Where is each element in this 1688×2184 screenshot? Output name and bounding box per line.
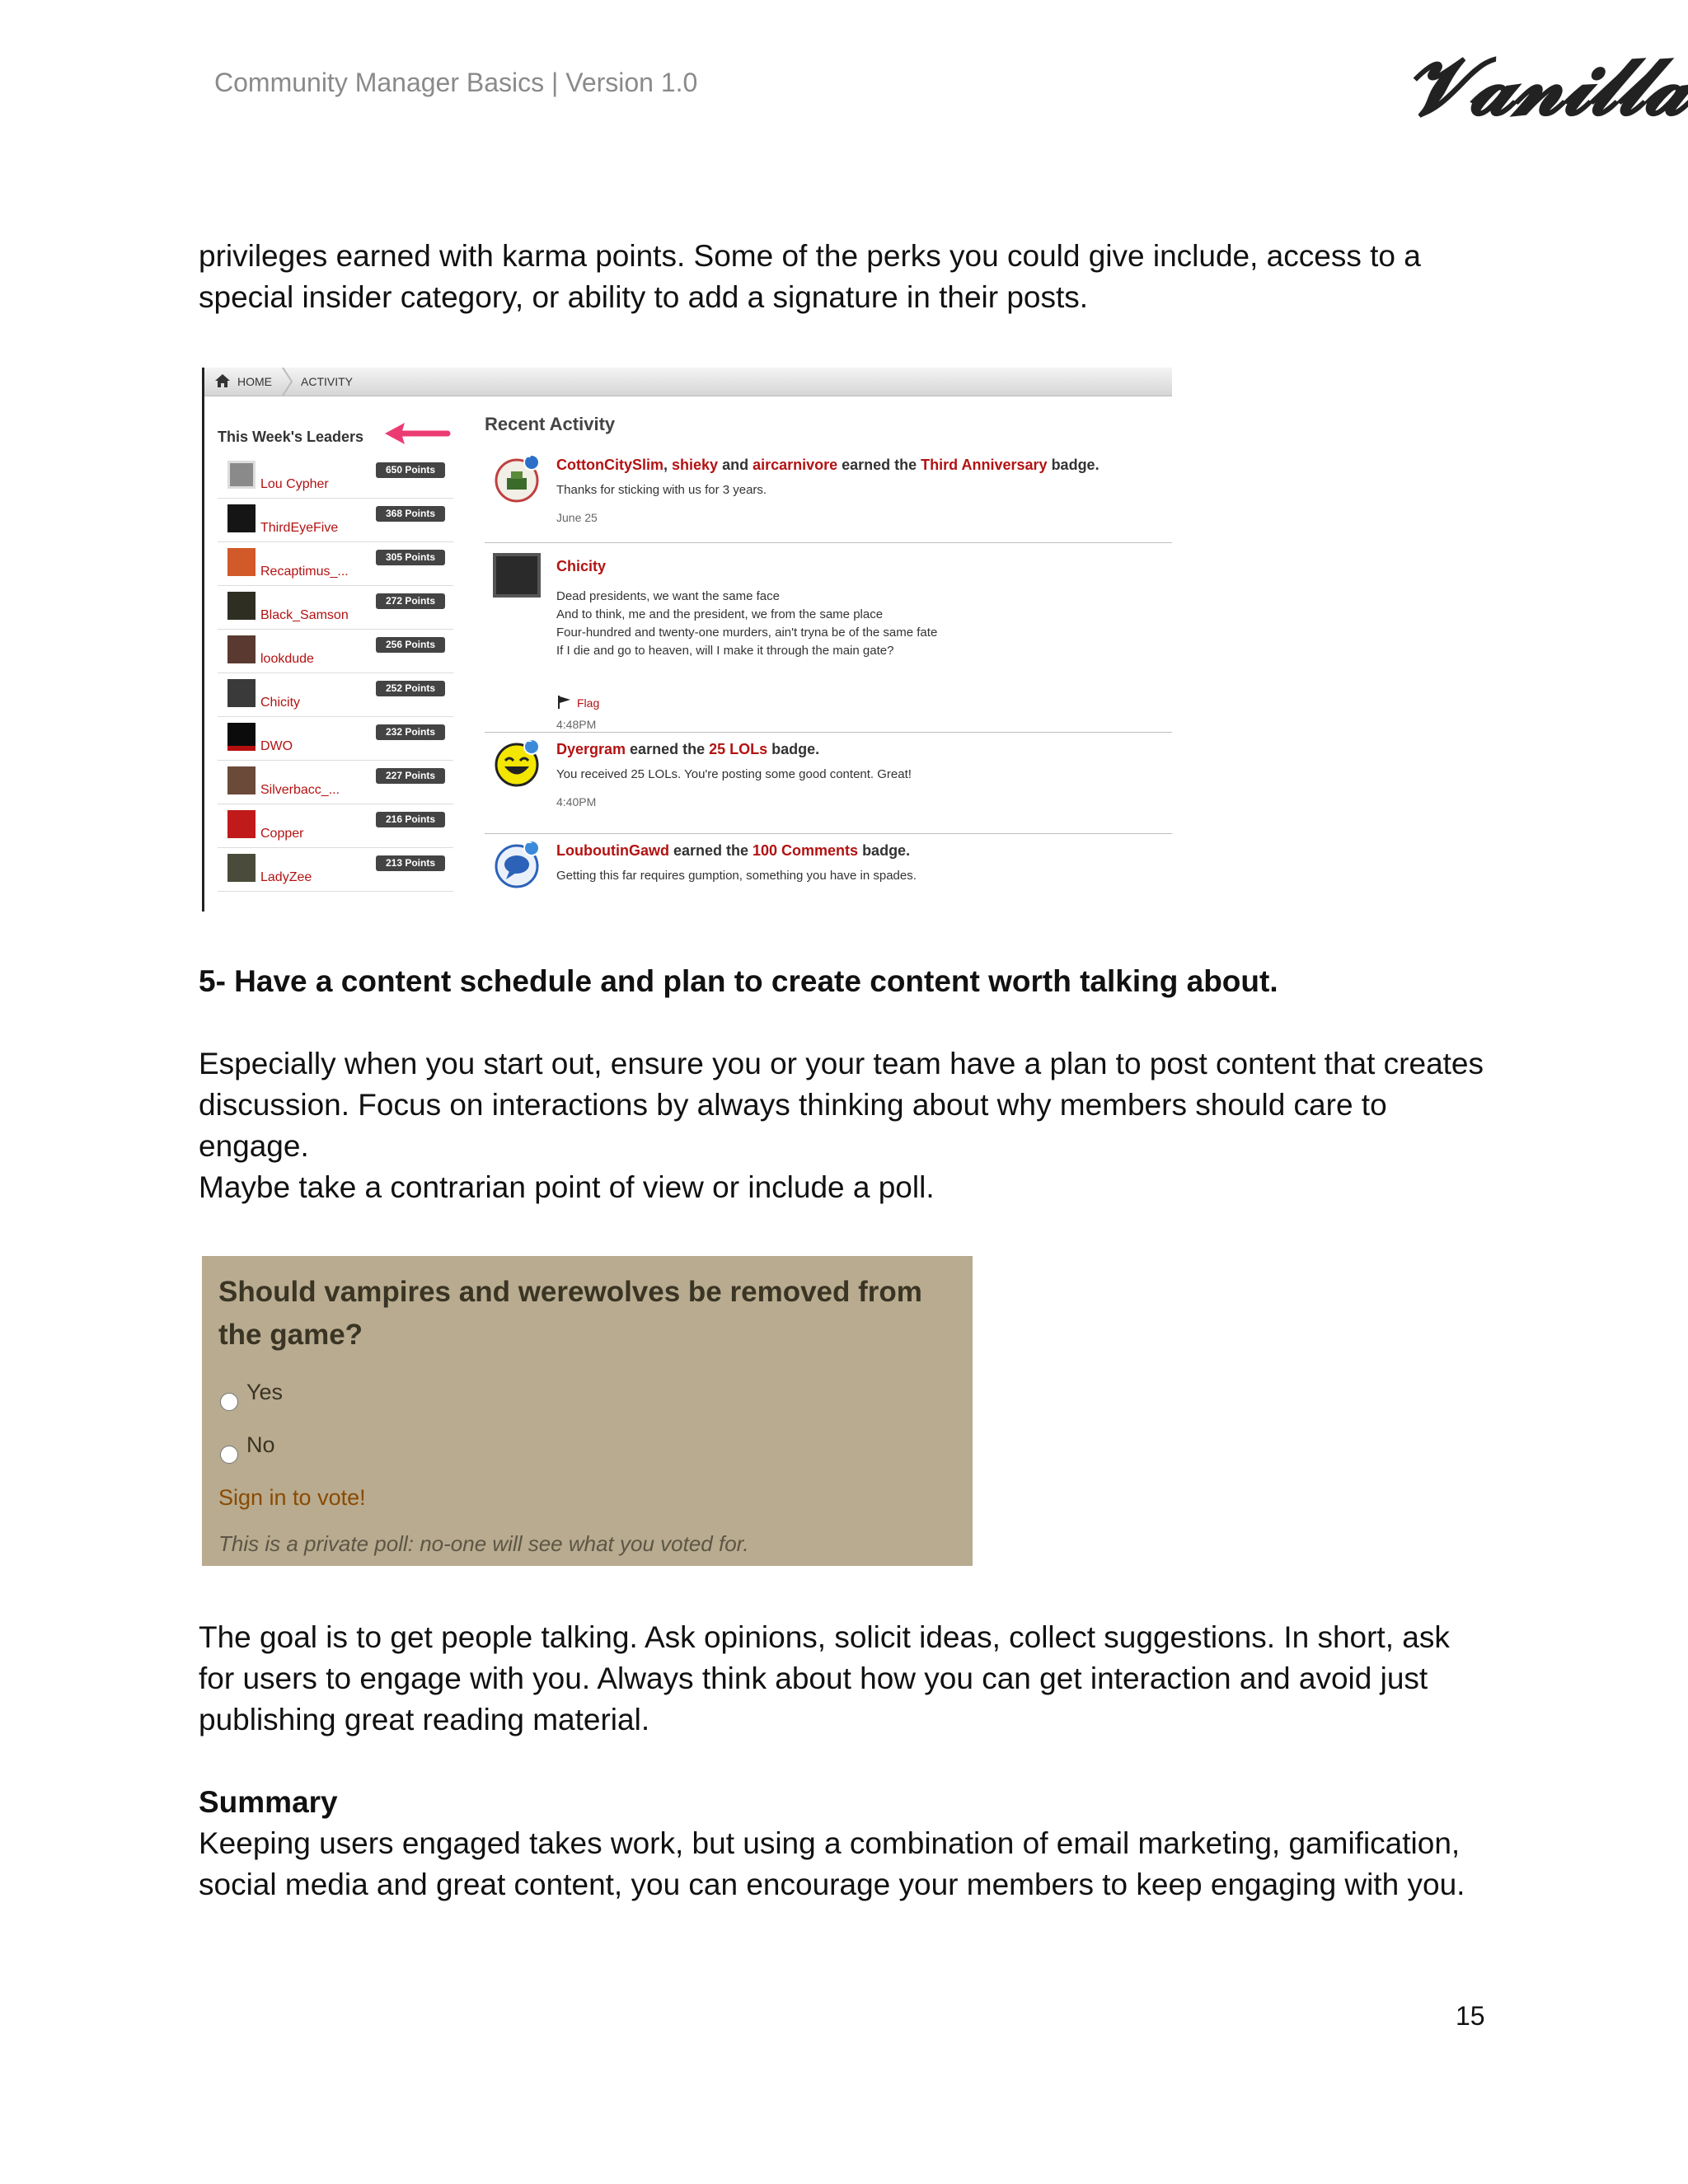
avatar: [493, 553, 541, 598]
avatar: [227, 635, 256, 663]
user-link[interactable]: LouboutinGawd: [556, 842, 669, 859]
avatar: [227, 461, 256, 489]
poll-privacy-note: This is a private poll: no-one will see what you voted for.: [218, 1531, 749, 1556]
leaders-title: This Week's Leaders: [218, 429, 364, 445]
activity-time: 4:48PM: [556, 718, 597, 731]
leader-name[interactable]: DWO: [260, 739, 293, 753]
leader-name[interactable]: lookdude: [260, 652, 314, 666]
flag-link[interactable]: Flag: [577, 696, 600, 710]
points-badge: 368 Points: [376, 506, 445, 522]
leader-row[interactable]: [218, 804, 453, 848]
avatar: [227, 504, 256, 532]
badge-link[interactable]: Third Anniversary: [921, 457, 1048, 473]
user-link[interactable]: Chicity: [556, 558, 607, 574]
document-header: Community Manager Basics | Version 1.0: [214, 68, 698, 97]
leader-name[interactable]: ThirdEyeFive: [260, 521, 339, 535]
activity-screenshot: [202, 368, 1172, 912]
badge-count: 3: [526, 448, 532, 460]
page-number: 15: [1456, 2001, 1485, 2031]
home-icon: [214, 373, 231, 388]
user-link[interactable]: Dyergram: [556, 741, 626, 757]
leader-name[interactable]: Lou Cypher: [260, 477, 329, 491]
vanilla-logo: 𝓥𝓪𝓷𝓲𝓵𝓵𝓪: [1405, 40, 1688, 133]
activity-item: [485, 834, 1172, 912]
paragraph: Especially when you start out, ensure you or your team have a plan to post content that creates discussion. Focus on interactions by always thinking about why members should care to engage.: [199, 1047, 1484, 1163]
breadcrumb-activity[interactable]: ACTIVITY: [301, 375, 354, 388]
badge-link[interactable]: 25 LOLs: [709, 741, 768, 757]
leader-name[interactable]: Recaptimus_...: [260, 565, 349, 579]
sign-in-link[interactable]: Sign in to vote!: [218, 1485, 366, 1510]
points-badge: 227 Points: [376, 768, 445, 784]
avatar: [227, 810, 256, 838]
badge-link[interactable]: 100 Comments: [753, 842, 859, 859]
leader-row[interactable]: [218, 541, 453, 586]
leader-row[interactable]: [218, 629, 453, 673]
user-link[interactable]: aircarnivore: [753, 457, 838, 473]
leader-row[interactable]: [218, 847, 453, 892]
points-badge: 252 Points: [376, 681, 445, 696]
user-link[interactable]: CottonCitySlim: [556, 457, 663, 473]
post-line: If I die and go to heaven, will I make it through the main gate?: [556, 644, 894, 658]
points-badge: 232 Points: [376, 724, 445, 740]
points-badge: 216 Points: [376, 812, 445, 827]
recent-activity-title: Recent Activity: [485, 414, 616, 434]
poll-radio-yes[interactable]: [220, 1393, 238, 1411]
user-link[interactable]: shieky: [672, 457, 719, 473]
activity-item: [485, 733, 1172, 834]
summary-heading: Summary: [199, 1785, 338, 1819]
anniversary-badge-icon: [493, 455, 541, 503]
avatar: [227, 766, 256, 794]
poll-option-label: Yes: [246, 1380, 284, 1404]
activity-time: 4:40PM: [556, 795, 597, 808]
activity-headline: LouboutinGawd earned the 100 Comments badge.: [556, 842, 911, 859]
badge-count: 2: [527, 733, 532, 744]
avatar: [227, 592, 256, 620]
avatar: [227, 548, 256, 576]
breadcrumb: [204, 368, 1172, 396]
avatar: [227, 679, 256, 707]
leader-name[interactable]: Silverbacc_...: [260, 783, 340, 797]
leader-row[interactable]: [218, 585, 453, 630]
avatar: [227, 854, 256, 882]
activity-item: [485, 448, 1172, 543]
activity-time: June 25: [556, 511, 598, 524]
leader-row[interactable]: [218, 454, 453, 499]
flag-icon[interactable]: [556, 695, 573, 710]
leader-row[interactable]: [218, 716, 453, 761]
avatar: [227, 723, 256, 751]
activity-text: Thanks for sticking with us for 3 years.: [556, 483, 767, 497]
section-heading: 5- Have a content schedule and plan to create content worth talking about.: [199, 964, 1278, 998]
activity-item: [485, 543, 1172, 733]
activity-headline: [556, 558, 606, 575]
poll-question: Should vampires and werewolves be removed from the game?: [218, 1276, 922, 1351]
leader-row[interactable]: [218, 673, 453, 717]
paragraph: The goal is to get people talking. Ask opinions, solicit ideas, collect suggestions. In short, ask for users to engage with you. Always think about how you can get interaction and avoid just publishing great reading material.: [199, 1620, 1450, 1736]
leader-name[interactable]: Chicity: [260, 696, 301, 710]
comments-badge-icon: [493, 841, 541, 888]
paragraph: Maybe take a contrarian point of view or include a poll.: [199, 1170, 935, 1204]
points-badge: 305 Points: [376, 550, 445, 565]
leader-row[interactable]: [218, 760, 453, 804]
activity-text: You received 25 LOLs. You're posting some good content. Great!: [556, 767, 912, 781]
leader-name[interactable]: LadyZee: [260, 870, 312, 884]
breadcrumb-home[interactable]: HOME: [237, 375, 272, 388]
leader-name[interactable]: Black_Samson: [260, 608, 349, 622]
leader-name[interactable]: Copper: [260, 827, 304, 841]
post-line: Dead presidents, we want the same face: [556, 589, 780, 603]
activity-headline: CottonCitySlim, shieky and aircarnivore earned the Third Anniversary badge.: [556, 457, 1100, 473]
points-badge: 213 Points: [376, 855, 445, 871]
arrow-left-icon: [382, 419, 452, 448]
summary-paragraph: Keeping users engaged takes work, but using a combination of email marketing, gamification, social media and great content, you can encourage your members to keep engaging with you.: [199, 1826, 1465, 1901]
poll-screenshot: [202, 1256, 973, 1566]
intro-paragraph: privileges earned with karma points. Some of the perks you could give include, access to a special insider category, or ability to add a signature in their posts.: [199, 239, 1421, 314]
points-badge: 272 Points: [376, 593, 445, 609]
leader-row[interactable]: [218, 498, 453, 542]
points-badge: 256 Points: [376, 637, 445, 653]
lol-badge-icon: [493, 739, 541, 787]
activity-text: Getting this far requires gumption, something you have in spades.: [556, 869, 917, 883]
post-line: Four-hundred and twenty-one murders, ain't tryna be of the same fate: [556, 626, 938, 640]
poll-option-label: No: [246, 1432, 275, 1457]
breadcrumb-chevron-icon: [282, 368, 293, 396]
badge-count: 2: [527, 834, 532, 846]
poll-radio-no[interactable]: [220, 1446, 238, 1464]
activity-headline: Dyergram earned the 25 LOLs badge.: [556, 741, 820, 757]
points-badge: 650 Points: [376, 462, 445, 478]
post-line: And to think, me and the president, we from the same place: [556, 607, 884, 621]
